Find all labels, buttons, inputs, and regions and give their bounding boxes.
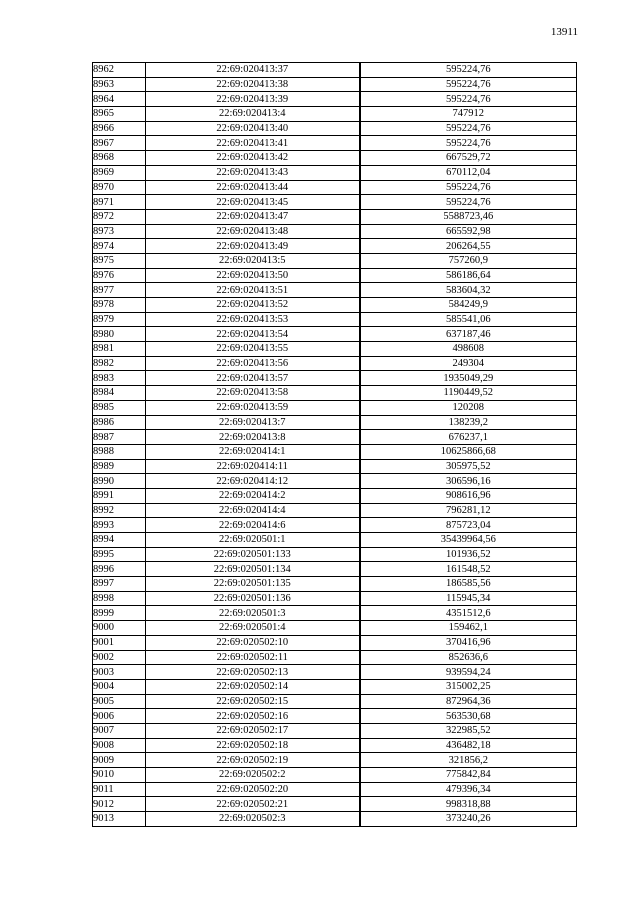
row-number-cell: 8988 [93,444,146,459]
value-cell: 186585,56 [360,577,577,592]
value-cell: 584249,9 [360,298,577,313]
cadastral-number-cell: 22:69:020413:52 [146,298,360,313]
table-row [93,723,577,738]
table-row [93,121,577,136]
value-cell: 321856,2 [360,753,577,768]
value-cell: 595224,76 [360,92,577,107]
page-number: 13911 [550,26,578,38]
cadastral-number-cell: 22:69:020413:41 [146,136,360,151]
row-number-cell: 9012 [93,797,146,812]
table-row [93,782,577,797]
value-cell: 595224,76 [360,77,577,92]
table-row [93,92,577,107]
row-number-cell: 8971 [93,195,146,210]
row-number-cell: 8972 [93,209,146,224]
value-cell: 305975,52 [360,459,577,474]
row-number-cell: 8990 [93,474,146,489]
table-row [93,312,577,327]
value-cell: 908616,96 [360,488,577,503]
value-cell: 370416,96 [360,635,577,650]
value-cell: 747912 [360,107,577,122]
row-number-cell: 8997 [93,577,146,592]
row-number-cell: 9004 [93,679,146,694]
row-number-cell: 8985 [93,400,146,415]
table-row [93,444,577,459]
table-row [93,738,577,753]
cadastral-number-cell: 22:69:020413:38 [146,77,360,92]
value-cell: 249304 [360,356,577,371]
cadastral-number-cell: 22:69:020413:8 [146,430,360,445]
cadastral-number-cell: 22:69:020413:45 [146,195,360,210]
row-number-cell: 9011 [93,782,146,797]
row-number-cell: 9001 [93,635,146,650]
cadastral-number-cell: 22:69:020413:4 [146,107,360,122]
row-number-cell: 8967 [93,136,146,151]
cadastral-number-cell: 22:69:020502:18 [146,738,360,753]
cadastral-number-cell: 22:69:020414:1 [146,444,360,459]
table-row [93,195,577,210]
row-number-cell: 9008 [93,738,146,753]
table-row [93,356,577,371]
value-cell: 595224,76 [360,136,577,151]
cadastral-number-cell: 22:69:020414:4 [146,503,360,518]
value-cell: 138239,2 [360,415,577,430]
value-cell: 586186,64 [360,268,577,283]
row-number-cell: 9007 [93,723,146,738]
value-cell: 115945,34 [360,591,577,606]
row-number-cell: 8970 [93,180,146,195]
table-row [93,547,577,562]
value-cell: 676237,1 [360,430,577,445]
row-number-cell: 8993 [93,518,146,533]
cadastral-number-cell: 22:69:020413:47 [146,209,360,224]
table-row [93,327,577,342]
table-row [93,635,577,650]
cadastral-number-cell: 22:69:020501:4 [146,621,360,636]
table-row [93,415,577,430]
cadastral-number-cell: 22:69:020413:50 [146,268,360,283]
row-number-cell: 8965 [93,107,146,122]
cadastral-number-cell: 22:69:020501:134 [146,562,360,577]
row-number-cell: 8982 [93,356,146,371]
value-cell: 796281,12 [360,503,577,518]
cadastral-number-cell: 22:69:020413:5 [146,253,360,268]
row-number-cell: 8986 [93,415,146,430]
value-cell: 322985,52 [360,723,577,738]
table-row [93,107,577,122]
table-row [93,474,577,489]
table-row [93,503,577,518]
table-row [93,459,577,474]
row-number-cell: 8996 [93,562,146,577]
row-number-cell: 8974 [93,239,146,254]
value-cell: 563530,68 [360,709,577,724]
cadastral-number-cell: 22:69:020413:59 [146,400,360,415]
row-number-cell: 8979 [93,312,146,327]
table-row [93,400,577,415]
value-cell: 479396,34 [360,782,577,797]
row-number-cell: 8981 [93,342,146,357]
cadastral-number-cell: 22:69:020502:16 [146,709,360,724]
cadastral-number-cell: 22:69:020413:55 [146,342,360,357]
cadastral-number-cell: 22:69:020414:2 [146,488,360,503]
row-number-cell: 8976 [93,268,146,283]
row-number-cell: 8980 [93,327,146,342]
table-row [93,386,577,401]
value-cell: 306596,16 [360,474,577,489]
cadastral-number-cell: 22:69:020413:44 [146,180,360,195]
value-cell: 5588723,46 [360,209,577,224]
value-cell: 595224,76 [360,195,577,210]
value-cell: 757260,9 [360,253,577,268]
row-number-cell: 8977 [93,283,146,298]
row-number-cell: 8995 [93,547,146,562]
cadastral-number-cell: 22:69:020502:19 [146,753,360,768]
table-row [93,342,577,357]
cadastral-number-cell: 22:69:020413:54 [146,327,360,342]
row-number-cell: 8991 [93,488,146,503]
value-cell: 852636,6 [360,650,577,665]
cadastral-number-cell: 22:69:020502:14 [146,679,360,694]
table-row [93,562,577,577]
row-number-cell: 9006 [93,709,146,724]
table-row [93,371,577,386]
value-cell: 939594,24 [360,665,577,680]
value-cell: 161548,52 [360,562,577,577]
table-row [93,136,577,151]
row-number-cell: 8975 [93,253,146,268]
table-row [93,577,577,592]
table-row [93,151,577,166]
row-number-cell: 9002 [93,650,146,665]
table-row [93,488,577,503]
row-number-cell: 8994 [93,533,146,548]
table-row [93,268,577,283]
cadastral-number-cell: 22:69:020413:57 [146,371,360,386]
value-cell: 595224,76 [360,121,577,136]
table-row [93,283,577,298]
cadastral-number-cell: 22:69:020413:58 [146,386,360,401]
row-number-cell: 8966 [93,121,146,136]
value-cell: 1935049,29 [360,371,577,386]
row-number-cell: 9009 [93,753,146,768]
value-cell: 875723,04 [360,518,577,533]
cadastral-number-cell: 22:69:020502:21 [146,797,360,812]
cadastral-number-cell: 22:69:020501:133 [146,547,360,562]
value-cell: 595224,76 [360,180,577,195]
table-row [93,224,577,239]
table-row [93,253,577,268]
row-number-cell: 8963 [93,77,146,92]
cadastral-number-cell: 22:69:020413:43 [146,165,360,180]
value-cell: 637187,46 [360,327,577,342]
cadastral-number-cell: 22:69:020414:6 [146,518,360,533]
table-row [93,63,577,78]
cadastral-number-cell: 22:69:020501:3 [146,606,360,621]
table-row [93,298,577,313]
table-row [93,77,577,92]
value-cell: 670112,04 [360,165,577,180]
row-number-cell: 9005 [93,694,146,709]
cadastral-number-cell: 22:69:020413:40 [146,121,360,136]
value-cell: 206264,55 [360,239,577,254]
value-cell: 872964,36 [360,694,577,709]
cadastral-number-cell: 22:69:020413:7 [146,415,360,430]
value-cell: 120208 [360,400,577,415]
table-row [93,797,577,812]
value-cell: 436482,18 [360,738,577,753]
cadastral-number-cell: 22:69:020501:135 [146,577,360,592]
row-number-cell: 8973 [93,224,146,239]
cadastral-number-cell: 22:69:020502:3 [146,812,360,827]
table-row [93,679,577,694]
value-cell: 998318,88 [360,797,577,812]
table-row [93,180,577,195]
cadastral-number-cell: 22:69:020502:17 [146,723,360,738]
value-cell: 10625866,68 [360,444,577,459]
row-number-cell: 9013 [93,812,146,827]
row-number-cell: 8962 [93,63,146,78]
value-cell: 373240,26 [360,812,577,827]
table-row [93,694,577,709]
table-row [93,812,577,827]
value-cell: 1190449,52 [360,386,577,401]
value-cell: 583604,32 [360,283,577,298]
cadastral-number-cell: 22:69:020501:136 [146,591,360,606]
value-cell: 498608 [360,342,577,357]
cadastral-number-cell: 22:69:020502:11 [146,650,360,665]
table-row [93,606,577,621]
table-row [93,665,577,680]
cadastral-number-cell: 22:69:020502:2 [146,768,360,783]
value-cell: 775842,84 [360,768,577,783]
cadastral-number-cell: 22:69:020413:37 [146,63,360,78]
table-row [93,533,577,548]
value-cell: 101936,52 [360,547,577,562]
row-number-cell: 8984 [93,386,146,401]
cadastral-number-cell: 22:69:020413:39 [146,92,360,107]
table-row [93,165,577,180]
cadastral-number-cell: 22:69:020413:51 [146,283,360,298]
value-cell: 315002,25 [360,679,577,694]
cadastral-number-cell: 22:69:020414:11 [146,459,360,474]
cadastral-number-cell: 22:69:020502:15 [146,694,360,709]
cadastral-number-cell: 22:69:020414:12 [146,474,360,489]
row-number-cell: 9000 [93,621,146,636]
row-number-cell: 8968 [93,151,146,166]
value-cell: 159462,1 [360,621,577,636]
table-row [93,753,577,768]
table-row [93,621,577,636]
cadastral-number-cell: 22:69:020413:42 [146,151,360,166]
table-row [93,209,577,224]
row-number-cell: 8998 [93,591,146,606]
row-number-cell: 8992 [93,503,146,518]
row-number-cell: 8978 [93,298,146,313]
registry-table [92,62,577,827]
cadastral-number-cell: 22:69:020413:49 [146,239,360,254]
table-row [93,239,577,254]
cadastral-number-cell: 22:69:020502:10 [146,635,360,650]
value-cell: 585541,06 [360,312,577,327]
cadastral-number-cell: 22:69:020413:53 [146,312,360,327]
cadastral-number-cell: 22:69:020413:48 [146,224,360,239]
row-number-cell: 8964 [93,92,146,107]
value-cell: 35439964,56 [360,533,577,548]
cadastral-number-cell: 22:69:020413:56 [146,356,360,371]
table-row [93,518,577,533]
cadastral-number-cell: 22:69:020501:1 [146,533,360,548]
row-number-cell: 8989 [93,459,146,474]
cadastral-number-cell: 22:69:020502:13 [146,665,360,680]
table-row [93,768,577,783]
cadastral-number-cell: 22:69:020502:20 [146,782,360,797]
value-cell: 4351512,6 [360,606,577,621]
row-number-cell: 8987 [93,430,146,445]
value-cell: 595224,76 [360,63,577,78]
table-row [93,650,577,665]
registry-table-body [93,63,577,827]
table-row [93,709,577,724]
row-number-cell: 8983 [93,371,146,386]
value-cell: 665592,98 [360,224,577,239]
row-number-cell: 8969 [93,165,146,180]
row-number-cell: 9010 [93,768,146,783]
row-number-cell: 8999 [93,606,146,621]
table-row [93,591,577,606]
table-row [93,430,577,445]
row-number-cell: 9003 [93,665,146,680]
value-cell: 667529,72 [360,151,577,166]
